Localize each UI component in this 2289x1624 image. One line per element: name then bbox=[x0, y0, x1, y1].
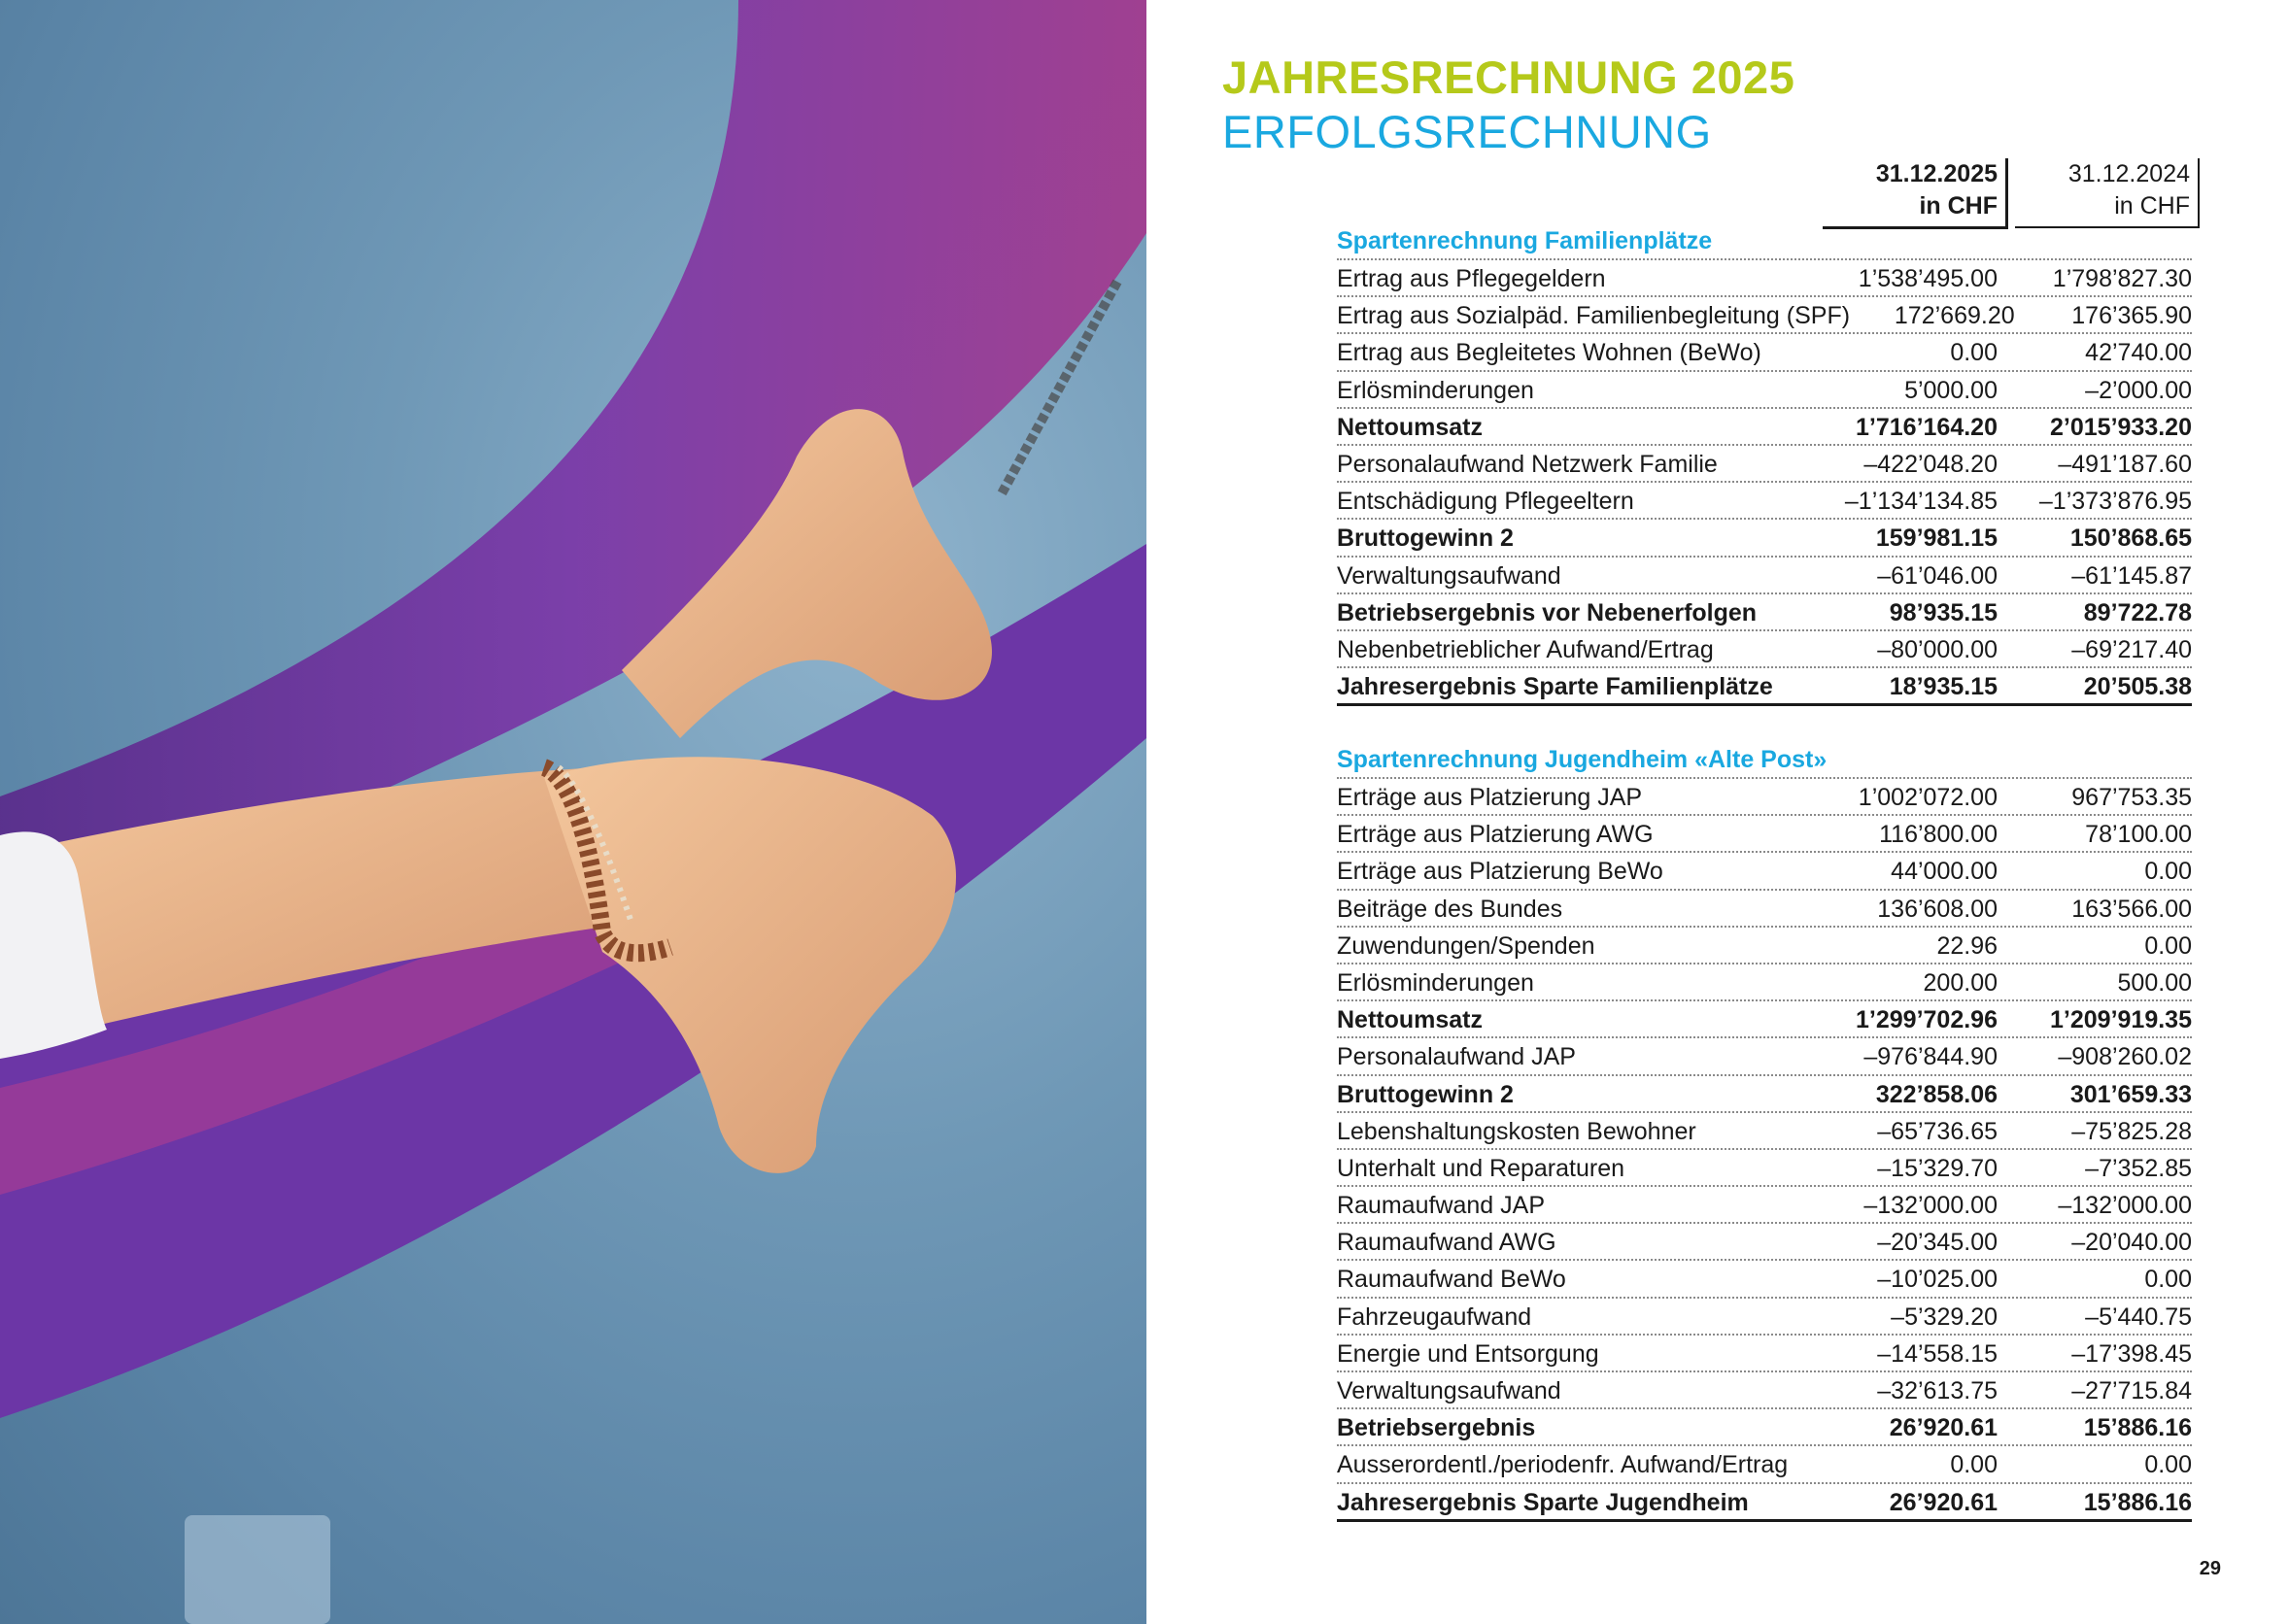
value-2024: 42’740.00 bbox=[2085, 339, 2192, 367]
table-row bbox=[1337, 1261, 2192, 1298]
value-2025: –14’558.15 bbox=[1877, 1339, 1998, 1368]
section-jugendheim bbox=[1337, 742, 2192, 1522]
row-label: Erträge aus Platzierung JAP bbox=[1337, 784, 1643, 811]
row-label: Personalaufwand JAP bbox=[1337, 1043, 1576, 1071]
row-label: Ertrag aus Begleitetes Wohnen (BeWo) bbox=[1337, 339, 1761, 367]
row-label: Raumaufwand AWG bbox=[1337, 1229, 1556, 1257]
value-2025: –32’613.75 bbox=[1877, 1377, 1998, 1404]
row-label: Raumaufwand JAP bbox=[1337, 1192, 1546, 1220]
row-label: Jahresergebnis Sparte Jugendheim bbox=[1337, 1488, 1749, 1516]
table-row bbox=[1337, 668, 2192, 706]
row-label: Unterhalt und Reparaturen bbox=[1337, 1154, 1625, 1182]
value-2025: –80’000.00 bbox=[1877, 635, 1998, 663]
value-2025: –20’345.00 bbox=[1877, 1229, 1998, 1257]
value-2024: –27’715.84 bbox=[2071, 1377, 2192, 1404]
value-2025: 1’299’702.96 bbox=[1856, 1006, 1998, 1034]
row-label: Ertrag aus Pflegegeldern bbox=[1337, 265, 1606, 292]
value-2024: –17’398.45 bbox=[2071, 1339, 2192, 1368]
row-label: Betriebsergebnis bbox=[1337, 1414, 1536, 1442]
table-row bbox=[1337, 594, 2192, 631]
section-title: Spartenrechnung Familienplätze bbox=[1337, 223, 2192, 260]
page-title: JAHRESRECHNUNG 2025 bbox=[1222, 51, 1795, 103]
value-2025: –10’025.00 bbox=[1877, 1266, 1998, 1294]
value-2024: 15’886.16 bbox=[2083, 1414, 2192, 1442]
section-rows bbox=[1337, 779, 2192, 1522]
table-row bbox=[1337, 1150, 2192, 1187]
value-2024: 1’209’919.35 bbox=[2050, 1006, 2192, 1034]
column-date-2024: 31.12.2024 bbox=[2067, 160, 2190, 187]
value-2025: 172’669.20 bbox=[1894, 302, 2015, 330]
value-2025: –5’329.20 bbox=[1891, 1303, 1998, 1331]
table-row bbox=[1337, 297, 2192, 334]
table-row bbox=[1337, 1409, 2192, 1446]
row-label: Bruttogewinn 2 bbox=[1337, 524, 1514, 553]
value-2024: –491’187.60 bbox=[2058, 450, 2192, 478]
row-label: Entschädigung Pflegeeltern bbox=[1337, 488, 1634, 516]
value-2025: 22.96 bbox=[1936, 931, 1998, 960]
value-2024: –2’000.00 bbox=[2085, 376, 2192, 404]
table-row bbox=[1337, 891, 2192, 928]
value-2025: 98’935.15 bbox=[1889, 598, 1998, 626]
value-2024: –908’260.02 bbox=[2058, 1043, 2192, 1071]
value-2025: –1’134’134.85 bbox=[1844, 488, 1998, 516]
value-2024: –69’217.40 bbox=[2071, 635, 2192, 663]
value-2025: –976’844.90 bbox=[1863, 1043, 1998, 1071]
row-label: Lebenshaltungskosten Bewohner bbox=[1337, 1117, 1696, 1145]
section-title: Spartenrechnung Jugendheim «Alte Post» bbox=[1337, 742, 2192, 779]
value-2024: 0.00 bbox=[2144, 858, 2192, 886]
value-2025: 5’000.00 bbox=[1904, 376, 1998, 404]
table-row bbox=[1337, 964, 2192, 1001]
value-2024: 1’798’827.30 bbox=[2052, 265, 2192, 292]
column-header-2024 bbox=[2015, 158, 2200, 228]
row-label: Jahresergebnis Sparte Familienplätze bbox=[1337, 673, 1773, 701]
value-2024: –132’000.00 bbox=[2058, 1192, 2192, 1220]
row-label: Nettoumsatz bbox=[1337, 413, 1484, 441]
section-familienplaetze bbox=[1337, 223, 2192, 706]
value-2024: 15’886.16 bbox=[2083, 1488, 2192, 1516]
value-2025: –132’000.00 bbox=[1863, 1192, 1998, 1220]
value-2025: –61’046.00 bbox=[1877, 561, 1998, 590]
table-row bbox=[1337, 1187, 2192, 1224]
table-row bbox=[1337, 1336, 2192, 1372]
row-label: Beiträge des Bundes bbox=[1337, 895, 1563, 923]
row-label: Personalaufwand Netzwerk Familie bbox=[1337, 450, 1718, 478]
row-label: Nettoumsatz bbox=[1337, 1006, 1484, 1034]
table-row bbox=[1337, 928, 2192, 964]
value-2025: 1’716’164.20 bbox=[1856, 413, 1998, 441]
value-2024: 0.00 bbox=[2144, 1451, 2192, 1479]
value-2024: –61’145.87 bbox=[2071, 561, 2192, 590]
value-2025: 322’858.06 bbox=[1875, 1080, 1998, 1108]
value-2025: 159’981.15 bbox=[1875, 524, 1998, 553]
row-label: Raumaufwand BeWo bbox=[1337, 1266, 1566, 1294]
table-row bbox=[1337, 1484, 2192, 1522]
column-unit-2025: in CHF bbox=[1919, 192, 1998, 220]
row-label: Erträge aus Platzierung BeWo bbox=[1337, 858, 1663, 886]
value-2024: 163’566.00 bbox=[2071, 895, 2192, 923]
value-2024: 150’868.65 bbox=[2069, 524, 2192, 553]
row-label: Verwaltungsaufwand bbox=[1337, 561, 1561, 590]
column-unit-2024: in CHF bbox=[2114, 192, 2190, 220]
table-row bbox=[1337, 446, 2192, 483]
table-row bbox=[1337, 1446, 2192, 1483]
value-2024: 2’015’933.20 bbox=[2050, 413, 2192, 441]
value-2024: 20’505.38 bbox=[2083, 673, 2192, 701]
table-row bbox=[1337, 1076, 2192, 1113]
value-2024: –75’825.28 bbox=[2071, 1117, 2192, 1145]
value-2025: 116’800.00 bbox=[1879, 821, 1998, 849]
table-row bbox=[1337, 1372, 2192, 1409]
value-2024: 78’100.00 bbox=[2085, 821, 2192, 849]
table-row bbox=[1337, 483, 2192, 520]
value-2024: 301’659.33 bbox=[2069, 1080, 2192, 1108]
value-2024: 176’365.90 bbox=[2071, 302, 2192, 330]
row-label: Erträge aus Platzierung AWG bbox=[1337, 821, 1654, 849]
table-row bbox=[1337, 260, 2192, 297]
value-2025: 18’935.15 bbox=[1889, 673, 1998, 701]
table-row bbox=[1337, 1299, 2192, 1336]
value-2025: –15’329.70 bbox=[1877, 1154, 1998, 1182]
table-row bbox=[1337, 816, 2192, 853]
row-label: Fahrzeugaufwand bbox=[1337, 1303, 1532, 1331]
row-label: Zuwendungen/Spenden bbox=[1337, 931, 1595, 960]
value-2024: –7’352.85 bbox=[2085, 1154, 2192, 1182]
row-label: Energie und Entsorgung bbox=[1337, 1339, 1599, 1368]
table-row bbox=[1337, 1113, 2192, 1150]
value-2024: 0.00 bbox=[2144, 1266, 2192, 1294]
value-2024: 967’753.35 bbox=[2071, 784, 2192, 811]
row-label: Bruttogewinn 2 bbox=[1337, 1080, 1514, 1108]
row-label: Nebenbetrieblicher Aufwand/Ertrag bbox=[1337, 635, 1714, 663]
value-2025: 44’000.00 bbox=[1891, 858, 1998, 886]
column-header-2025 bbox=[1823, 158, 2008, 229]
row-label: Erlösminderungen bbox=[1337, 968, 1534, 997]
table-row bbox=[1337, 631, 2192, 668]
row-label: Betriebsergebnis vor Nebenerfolgen bbox=[1337, 598, 1758, 626]
value-2025: 1’538’495.00 bbox=[1858, 265, 1998, 292]
page-subtitle: ERFOLGSRECHNUNG bbox=[1222, 106, 1712, 157]
table-row bbox=[1337, 779, 2192, 816]
table-row bbox=[1337, 1224, 2192, 1261]
value-2024: 89’722.78 bbox=[2083, 598, 2192, 626]
value-2025: –65’736.65 bbox=[1877, 1117, 1998, 1145]
value-2024: 500.00 bbox=[2117, 968, 2192, 997]
column-date-2025: 31.12.2025 bbox=[1875, 160, 1998, 187]
table-row bbox=[1337, 409, 2192, 446]
value-2024: 0.00 bbox=[2144, 931, 2192, 960]
value-2025: 136’608.00 bbox=[1877, 895, 1998, 923]
table-row bbox=[1337, 1001, 2192, 1038]
table-row bbox=[1337, 334, 2192, 371]
table-row bbox=[1337, 372, 2192, 409]
value-2025: 26’920.61 bbox=[1889, 1488, 1998, 1516]
value-2025: 0.00 bbox=[1950, 339, 1998, 367]
value-2024: –20’040.00 bbox=[2071, 1229, 2192, 1257]
value-2025: 200.00 bbox=[1923, 968, 1998, 997]
row-label: Ertrag aus Sozialpäd. Familienbegleitung (SPF) bbox=[1337, 302, 1851, 330]
page-number: 29 bbox=[2199, 1558, 2221, 1579]
row-label: Erlösminderungen bbox=[1337, 376, 1534, 404]
value-2024: –1’373’876.95 bbox=[2038, 488, 2192, 516]
table-row bbox=[1337, 558, 2192, 594]
value-2025: 0.00 bbox=[1950, 1451, 1998, 1479]
value-2025: 26’920.61 bbox=[1889, 1414, 1998, 1442]
row-label: Ausserordentl./periodenfr. Aufwand/Ertrag bbox=[1337, 1451, 1789, 1479]
table-row bbox=[1337, 520, 2192, 557]
row-label: Verwaltungsaufwand bbox=[1337, 1377, 1561, 1404]
value-2025: 1’002’072.00 bbox=[1858, 784, 1998, 811]
section-rows bbox=[1337, 260, 2192, 706]
table-row bbox=[1337, 1038, 2192, 1075]
value-2024: –5’440.75 bbox=[2085, 1303, 2192, 1331]
value-2025: –422’048.20 bbox=[1863, 450, 1998, 478]
table-row bbox=[1337, 853, 2192, 890]
